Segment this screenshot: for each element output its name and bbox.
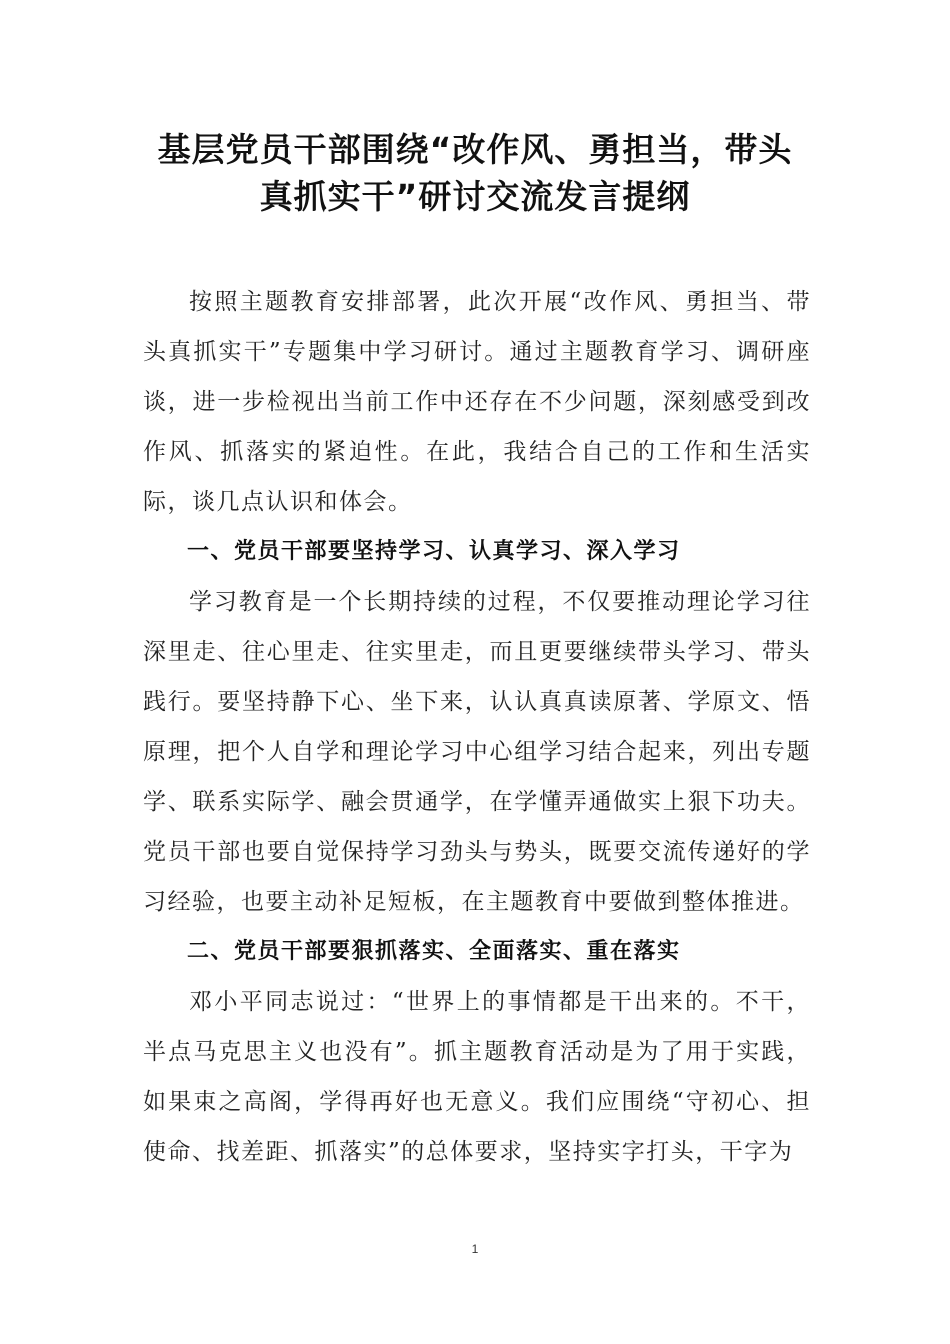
section-1-heading: 一、党员干部要坚持学习、认真学习、深入学习 [187, 539, 681, 564]
intro-paragraph: 按照主题教育安排部署，此次开展“改作风、勇担当、带头真抓实干”专题集中学习研讨。通过主题教育学习、调研座谈，进一步检视出当前工作中还存在不少问题，深刻感受到改作风、抓落实的紧迫性。在此，我结合自己的工作和生活实际，谈几点认识和体会。 [143, 289, 811, 515]
section-2-heading: 二、党员干部要狠抓落实、全面落实、重在落实 [187, 939, 681, 964]
document-body [143, 277, 811, 1177]
section-2-paragraph: 邓小平同志说过：“世界上的事情都是干出来的。不干，半点马克思主义也没有”。抓主题教育活动是为了用于实践，如果束之高阁，学得再好也无意义。我们应围绕“守初心、担使命、找差距、抓落实”的总体要求，坚持实字打头，干字为 [143, 989, 811, 1165]
page-number: 1 [471, 1242, 479, 1256]
title-line-2: 真抓实干”研讨交流发言提纲 [259, 177, 691, 216]
section-1-paragraph: 学习教育是一个长期持续的过程，不仅要推动理论学习往深里走、往心里走、往实里走，而且更要继续带头学习、带头践行。要坚持静下心、坐下来，认认真真读原著、学原文、悟原理，把个人自学和理论学习中心组学习结合起来，列出专题学、联系实际学、融会贯通学，在学懂弄通做实上狠下功夫。党员干部也要自觉保持学习劲头与势头，既要交流传递好的学习经验，也要主动补足短板，在主题教育中要做到整体推进。 [143, 589, 811, 915]
title-line-1: 基层党员干部围绕“改作风、勇担当，带头 [157, 130, 793, 169]
document-title [120, 126, 830, 220]
